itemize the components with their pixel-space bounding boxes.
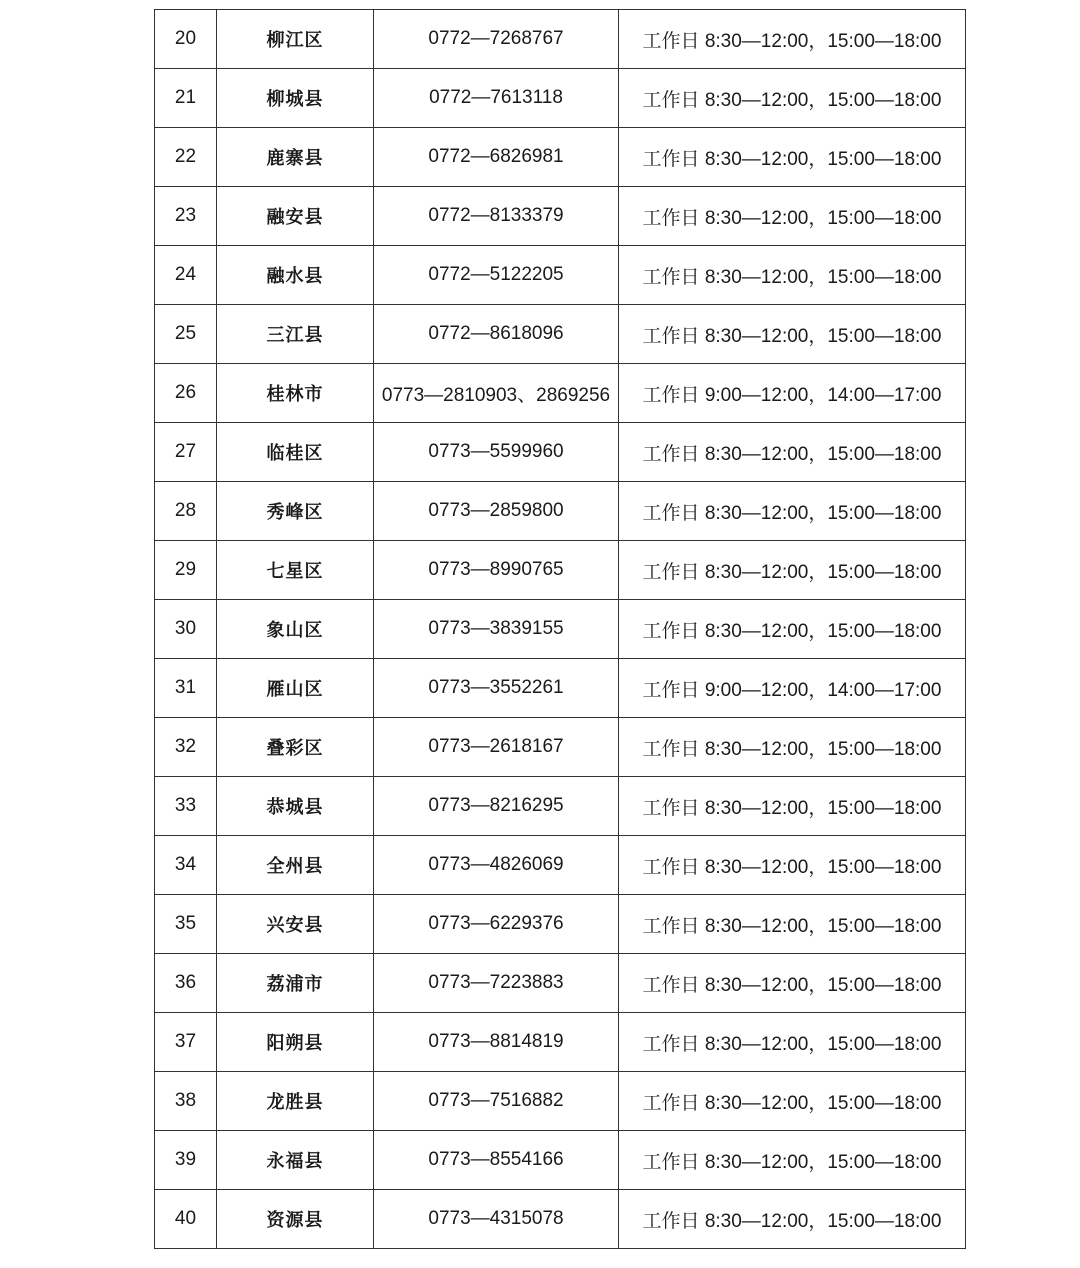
- service-hours: 工作日 8:30—12:00，15:00—18:00: [619, 777, 966, 836]
- table-row: [155, 364, 966, 423]
- table-row: [155, 246, 966, 305]
- service-hours: 工作日 8:30—12:00，15:00—18:00: [619, 69, 966, 128]
- row-number: 20: [155, 10, 217, 69]
- table-row: [155, 954, 966, 1013]
- phone-number: 0773—2810903、2869256: [374, 364, 619, 423]
- service-hours: 工作日 8:30—12:00，15:00—18:00: [619, 1190, 966, 1249]
- district-name: 资源县: [217, 1190, 374, 1249]
- phone-number: 0773—2859800: [374, 482, 619, 541]
- table-row: [155, 836, 966, 895]
- table-row: [155, 482, 966, 541]
- phone-number: 0773—3839155: [374, 600, 619, 659]
- row-number: 21: [155, 69, 217, 128]
- contact-table-container: [154, 9, 963, 1249]
- row-number: 37: [155, 1013, 217, 1072]
- row-number: 34: [155, 836, 217, 895]
- table-row: [155, 777, 966, 836]
- service-hours: 工作日 8:30—12:00，15:00—18:00: [619, 482, 966, 541]
- service-hours: 工作日 8:30—12:00，15:00—18:00: [619, 1013, 966, 1072]
- district-name: 融水县: [217, 246, 374, 305]
- district-name: 柳城县: [217, 69, 374, 128]
- table-row: [155, 423, 966, 482]
- district-name: 象山区: [217, 600, 374, 659]
- service-hours: 工作日 8:30—12:00，15:00—18:00: [619, 246, 966, 305]
- table-row: [155, 1131, 966, 1190]
- phone-number: 0773—4315078: [374, 1190, 619, 1249]
- contact-table-body: [155, 10, 966, 1249]
- service-hours: 工作日 8:30—12:00，15:00—18:00: [619, 1131, 966, 1190]
- phone-number: 0773—8990765: [374, 541, 619, 600]
- district-name: 临桂区: [217, 423, 374, 482]
- phone-number: 0772—8133379: [374, 187, 619, 246]
- district-name: 雁山区: [217, 659, 374, 718]
- district-name: 鹿寨县: [217, 128, 374, 187]
- service-hours: 工作日 8:30—12:00，15:00—18:00: [619, 718, 966, 777]
- service-hours: 工作日 8:30—12:00，15:00—18:00: [619, 541, 966, 600]
- table-row: [155, 659, 966, 718]
- district-name: 恭城县: [217, 777, 374, 836]
- row-number: 30: [155, 600, 217, 659]
- phone-number: 0772—7268767: [374, 10, 619, 69]
- service-hours: 工作日 9:00—12:00，14:00—17:00: [619, 364, 966, 423]
- phone-number: 0772—8618096: [374, 305, 619, 364]
- table-row: [155, 895, 966, 954]
- phone-number: 0773—7223883: [374, 954, 619, 1013]
- service-hours: 工作日 8:30—12:00，15:00—18:00: [619, 1072, 966, 1131]
- row-number: 27: [155, 423, 217, 482]
- table-row: [155, 128, 966, 187]
- district-name: 融安县: [217, 187, 374, 246]
- table-row: [155, 718, 966, 777]
- phone-number: 0773—8814819: [374, 1013, 619, 1072]
- phone-number: 0773—7516882: [374, 1072, 619, 1131]
- service-hours: 工作日 8:30—12:00，15:00—18:00: [619, 895, 966, 954]
- phone-number: 0773—3552261: [374, 659, 619, 718]
- table-row: [155, 600, 966, 659]
- row-number: 38: [155, 1072, 217, 1131]
- district-name: 叠彩区: [217, 718, 374, 777]
- row-number: 33: [155, 777, 217, 836]
- row-number: 24: [155, 246, 217, 305]
- service-hours: 工作日 8:30—12:00，15:00—18:00: [619, 187, 966, 246]
- district-name: 七星区: [217, 541, 374, 600]
- district-name: 兴安县: [217, 895, 374, 954]
- row-number: 39: [155, 1131, 217, 1190]
- district-name: 荔浦市: [217, 954, 374, 1013]
- row-number: 28: [155, 482, 217, 541]
- district-name: 三江县: [217, 305, 374, 364]
- district-name: 永福县: [217, 1131, 374, 1190]
- table-row: [155, 187, 966, 246]
- phone-number: 0773—5599960: [374, 423, 619, 482]
- table-row: [155, 1072, 966, 1131]
- district-name: 阳朔县: [217, 1013, 374, 1072]
- service-hours: 工作日 8:30—12:00，15:00—18:00: [619, 423, 966, 482]
- service-hours: 工作日 8:30—12:00，15:00—18:00: [619, 10, 966, 69]
- contact-table: [154, 9, 966, 1249]
- row-number: 35: [155, 895, 217, 954]
- phone-number: 0772—7613118: [374, 69, 619, 128]
- row-number: 26: [155, 364, 217, 423]
- district-name: 桂林市: [217, 364, 374, 423]
- service-hours: 工作日 9:00—12:00，14:00—17:00: [619, 659, 966, 718]
- district-name: 柳江区: [217, 10, 374, 69]
- row-number: 29: [155, 541, 217, 600]
- table-row: [155, 1190, 966, 1249]
- table-row: [155, 10, 966, 69]
- row-number: 32: [155, 718, 217, 777]
- table-row: [155, 69, 966, 128]
- district-name: 秀峰区: [217, 482, 374, 541]
- row-number: 31: [155, 659, 217, 718]
- phone-number: 0773—4826069: [374, 836, 619, 895]
- district-name: 龙胜县: [217, 1072, 374, 1131]
- row-number: 36: [155, 954, 217, 1013]
- service-hours: 工作日 8:30—12:00，15:00—18:00: [619, 128, 966, 187]
- table-row: [155, 1013, 966, 1072]
- row-number: 40: [155, 1190, 217, 1249]
- row-number: 25: [155, 305, 217, 364]
- service-hours: 工作日 8:30—12:00，15:00—18:00: [619, 954, 966, 1013]
- row-number: 23: [155, 187, 217, 246]
- service-hours: 工作日 8:30—12:00，15:00—18:00: [619, 600, 966, 659]
- phone-number: 0773—8554166: [374, 1131, 619, 1190]
- table-row: [155, 305, 966, 364]
- row-number: 22: [155, 128, 217, 187]
- service-hours: 工作日 8:30—12:00，15:00—18:00: [619, 836, 966, 895]
- phone-number: 0773—8216295: [374, 777, 619, 836]
- district-name: 全州县: [217, 836, 374, 895]
- service-hours: 工作日 8:30—12:00，15:00—18:00: [619, 305, 966, 364]
- phone-number: 0772—5122205: [374, 246, 619, 305]
- phone-number: 0773—2618167: [374, 718, 619, 777]
- table-row: [155, 541, 966, 600]
- phone-number: 0772—6826981: [374, 128, 619, 187]
- phone-number: 0773—6229376: [374, 895, 619, 954]
